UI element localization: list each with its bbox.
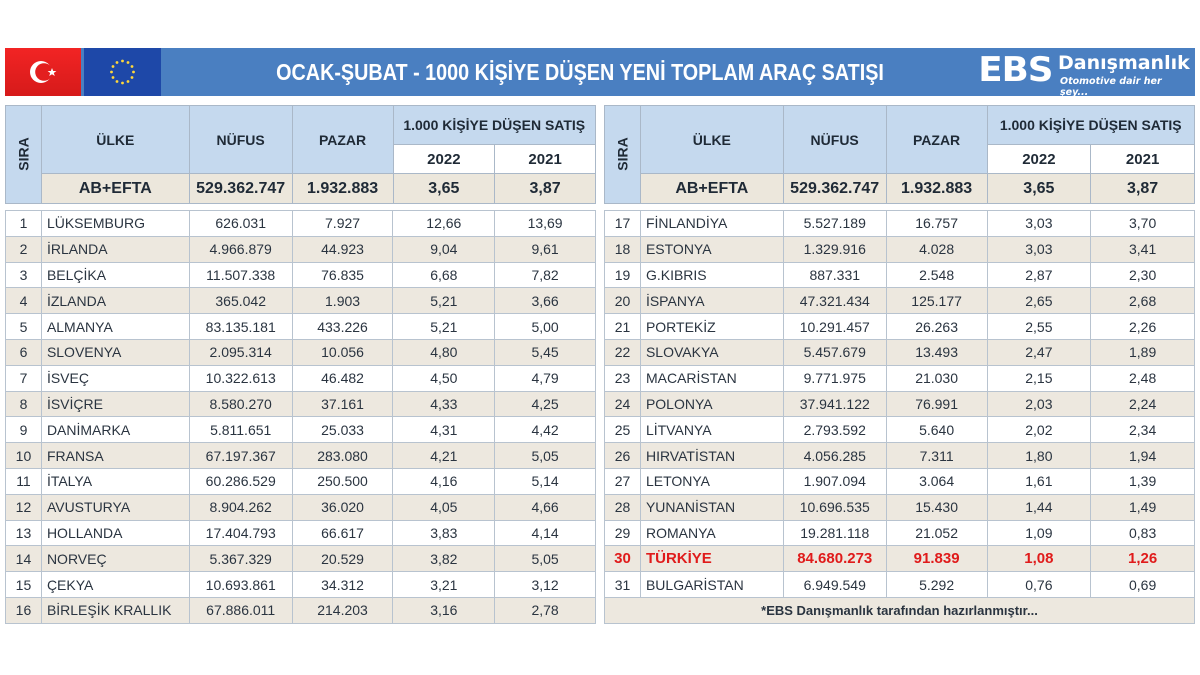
country-cell: ESTONYA [640, 236, 783, 262]
population-cell: 67.886.011 [189, 597, 292, 623]
country-cell: AVUSTURYA [41, 494, 189, 520]
market-cell: 16.757 [886, 211, 987, 237]
table-row [6, 391, 596, 417]
population-cell: 10.693.861 [189, 572, 292, 598]
market-cell: 10.056 [292, 339, 393, 365]
country-cell: MACARİSTAN [640, 365, 783, 391]
value-2022-cell: 3,03 [987, 236, 1091, 262]
value-2021-cell: 2,34 [1091, 417, 1195, 443]
market-cell: 66.617 [292, 520, 393, 546]
table-row [605, 572, 1195, 598]
rank-cell: 28 [605, 494, 641, 520]
market-cell: 91.839 [886, 546, 987, 572]
value-2022-cell: 4,31 [393, 417, 495, 443]
country-cell: İSPANYA [640, 288, 783, 314]
rank-cell: 15 [6, 572, 42, 598]
header-pazar: PAZAR [886, 106, 987, 174]
value-2021-cell: 0,69 [1091, 572, 1195, 598]
total-name: AB+EFTA [640, 174, 783, 204]
logo-name: Danışmanlık [1058, 52, 1190, 74]
header-sira: SIRA [6, 106, 42, 204]
value-2022-cell: 6,68 [393, 262, 495, 288]
table-row [6, 339, 596, 365]
market-cell: 34.312 [292, 572, 393, 598]
value-2021-cell: 2,78 [495, 597, 596, 623]
value-2021-cell: 4,25 [495, 391, 596, 417]
rank-cell: 19 [605, 262, 641, 288]
value-2021-cell: 13,69 [495, 211, 596, 237]
population-cell: 5.811.651 [189, 417, 292, 443]
rank-cell: 30 [605, 546, 641, 572]
value-2021-cell: 3,12 [495, 572, 596, 598]
header-sira: SIRA [605, 106, 641, 204]
value-2022-cell: 4,21 [393, 443, 495, 469]
value-2022-cell: 12,66 [393, 211, 495, 237]
header-group: 1.000 KİŞİYE DÜŞEN SATIŞ [393, 106, 596, 145]
table-row [605, 520, 1195, 546]
value-2021-cell: 5,14 [495, 468, 596, 494]
rank-cell: 21 [605, 314, 641, 340]
population-cell: 11.507.338 [189, 262, 292, 288]
value-2022-cell: 3,82 [393, 546, 495, 572]
population-cell: 17.404.793 [189, 520, 292, 546]
value-2021-cell: 1,89 [1091, 339, 1195, 365]
country-cell: İRLANDA [41, 236, 189, 262]
left-table-header [5, 105, 596, 204]
country-cell: İZLANDA [41, 288, 189, 314]
value-2022-cell: 4,05 [393, 494, 495, 520]
value-2022-cell: 3,03 [987, 211, 1091, 237]
value-2021-cell: 3,41 [1091, 236, 1195, 262]
total-2022: 3,65 [987, 174, 1091, 204]
market-cell: 76.835 [292, 262, 393, 288]
rank-cell: 20 [605, 288, 641, 314]
value-2022-cell: 4,50 [393, 365, 495, 391]
country-cell: NORVEÇ [41, 546, 189, 572]
total-nufus: 529.362.747 [189, 174, 292, 204]
market-cell: 433.226 [292, 314, 393, 340]
country-cell: LETONYA [640, 468, 783, 494]
table-row [6, 365, 596, 391]
rank-cell: 2 [6, 236, 42, 262]
table-row [6, 314, 596, 340]
value-2021-cell: 0,83 [1091, 520, 1195, 546]
value-2021-cell: 2,68 [1091, 288, 1195, 314]
country-cell: BELÇİKA [41, 262, 189, 288]
table-row [6, 443, 596, 469]
country-cell: G.KIBRIS [640, 262, 783, 288]
population-cell: 4.056.285 [783, 443, 886, 469]
value-2022-cell: 2,02 [987, 417, 1091, 443]
market-cell: 21.030 [886, 365, 987, 391]
country-cell: ALMANYA [41, 314, 189, 340]
total-2022: 3,65 [393, 174, 495, 204]
country-cell: FİNLANDİYA [640, 211, 783, 237]
header-ulke: ÜLKE [41, 106, 189, 174]
table-row [605, 365, 1195, 391]
population-cell: 10.291.457 [783, 314, 886, 340]
rank-cell: 7 [6, 365, 42, 391]
value-2021-cell: 1,39 [1091, 468, 1195, 494]
rank-cell: 14 [6, 546, 42, 572]
value-2022-cell: 2,47 [987, 339, 1091, 365]
population-cell: 6.949.549 [783, 572, 886, 598]
market-cell: 283.080 [292, 443, 393, 469]
market-cell: 25.033 [292, 417, 393, 443]
population-cell: 60.286.529 [189, 468, 292, 494]
total-name: AB+EFTA [41, 174, 189, 204]
value-2021-cell: 2,26 [1091, 314, 1195, 340]
value-2022-cell: 1,61 [987, 468, 1091, 494]
population-cell: 626.031 [189, 211, 292, 237]
market-cell: 4.028 [886, 236, 987, 262]
country-cell: İSVEÇ [41, 365, 189, 391]
table-row [6, 494, 596, 520]
market-cell: 76.991 [886, 391, 987, 417]
table-row [605, 468, 1195, 494]
rank-cell: 22 [605, 339, 641, 365]
rank-cell: 18 [605, 236, 641, 262]
population-cell: 8.580.270 [189, 391, 292, 417]
value-2021-cell: 5,05 [495, 546, 596, 572]
value-2021-cell: 4,66 [495, 494, 596, 520]
country-cell: BULGARİSTAN [640, 572, 783, 598]
turkey-flag [5, 48, 81, 96]
rank-cell: 10 [6, 443, 42, 469]
table-row [605, 339, 1195, 365]
table-row [605, 211, 1195, 237]
value-2021-cell: 5,45 [495, 339, 596, 365]
market-cell: 5.292 [886, 572, 987, 598]
value-2022-cell: 4,33 [393, 391, 495, 417]
footnote: *EBS Danışmanlık tarafından hazırlanmıştır... [605, 597, 1195, 623]
market-cell: 1.903 [292, 288, 393, 314]
market-cell: 20.529 [292, 546, 393, 572]
value-2021-cell: 1,49 [1091, 494, 1195, 520]
rank-cell: 26 [605, 443, 641, 469]
population-cell: 2.793.592 [783, 417, 886, 443]
total-2021: 3,87 [495, 174, 596, 204]
table-row [6, 211, 596, 237]
rank-cell: 4 [6, 288, 42, 314]
country-cell: YUNANİSTAN [640, 494, 783, 520]
market-cell: 5.640 [886, 417, 987, 443]
country-cell: HIRVATİSTAN [640, 443, 783, 469]
header-group: 1.000 KİŞİYE DÜŞEN SATIŞ [987, 106, 1194, 145]
total-pazar: 1.932.883 [886, 174, 987, 204]
value-2022-cell: 3,83 [393, 520, 495, 546]
value-2022-cell: 2,55 [987, 314, 1091, 340]
rank-cell: 9 [6, 417, 42, 443]
value-2021-cell: 2,30 [1091, 262, 1195, 288]
rank-cell: 24 [605, 391, 641, 417]
population-cell: 19.281.118 [783, 520, 886, 546]
left-country-table [5, 210, 596, 624]
market-cell: 13.493 [886, 339, 987, 365]
country-cell: FRANSA [41, 443, 189, 469]
population-cell: 9.771.975 [783, 365, 886, 391]
table-row [605, 494, 1195, 520]
population-cell: 1.329.916 [783, 236, 886, 262]
header-2021: 2021 [495, 145, 596, 174]
rank-cell: 16 [6, 597, 42, 623]
population-cell: 67.197.367 [189, 443, 292, 469]
value-2021-cell: 2,48 [1091, 365, 1195, 391]
table-row [6, 417, 596, 443]
country-cell: SLOVAKYA [640, 339, 783, 365]
country-cell: TÜRKİYE [640, 546, 783, 572]
header-nufus: NÜFUS [189, 106, 292, 174]
population-cell: 4.966.879 [189, 236, 292, 262]
eu-stars-icon [84, 48, 161, 96]
table-row [6, 520, 596, 546]
total-nufus: 529.362.747 [783, 174, 886, 204]
value-2022-cell: 4,80 [393, 339, 495, 365]
rank-cell: 3 [6, 262, 42, 288]
header-2022: 2022 [987, 145, 1091, 174]
population-cell: 37.941.122 [783, 391, 886, 417]
page-title: OCAK-ŞUBAT - 1000 KİŞİYE DÜŞEN YENİ TOPLAM ARAÇ SATIŞI [276, 59, 884, 85]
rank-cell: 1 [6, 211, 42, 237]
rank-cell: 17 [605, 211, 641, 237]
header-nufus: NÜFUS [783, 106, 886, 174]
rank-cell: 31 [605, 572, 641, 598]
table-row [6, 468, 596, 494]
population-cell: 887.331 [783, 262, 886, 288]
value-2021-cell: 4,79 [495, 365, 596, 391]
value-2021-cell: 3,66 [495, 288, 596, 314]
market-cell: 3.064 [886, 468, 987, 494]
market-cell: 125.177 [886, 288, 987, 314]
value-2022-cell: 5,21 [393, 314, 495, 340]
country-cell: İSVİÇRE [41, 391, 189, 417]
table-row [605, 262, 1195, 288]
crescent-star-icon [5, 48, 81, 96]
rank-cell: 5 [6, 314, 42, 340]
table-row [605, 391, 1195, 417]
value-2021-cell: 5,00 [495, 314, 596, 340]
header-ulke: ÜLKE [640, 106, 783, 174]
rank-cell: 29 [605, 520, 641, 546]
logo-tagline: Otomotive dair her şey... [1060, 76, 1162, 98]
country-cell: DANİMARKA [41, 417, 189, 443]
population-cell: 8.904.262 [189, 494, 292, 520]
value-2022-cell: 9,04 [393, 236, 495, 262]
country-cell: BİRLEŞİK KRALLIK [41, 597, 189, 623]
value-2021-cell: 1,94 [1091, 443, 1195, 469]
market-cell: 7.311 [886, 443, 987, 469]
country-cell: LİTVANYA [640, 417, 783, 443]
country-cell: SLOVENYA [41, 339, 189, 365]
value-2022-cell: 0,76 [987, 572, 1091, 598]
rank-cell: 27 [605, 468, 641, 494]
value-2021-cell: 5,05 [495, 443, 596, 469]
value-2021-cell: 7,82 [495, 262, 596, 288]
country-cell: HOLLANDA [41, 520, 189, 546]
country-cell: ÇEKYA [41, 572, 189, 598]
population-cell: 5.367.329 [189, 546, 292, 572]
value-2021-cell: 9,61 [495, 236, 596, 262]
value-2022-cell: 5,21 [393, 288, 495, 314]
market-cell: 46.482 [292, 365, 393, 391]
total-pazar: 1.932.883 [292, 174, 393, 204]
value-2022-cell: 1,08 [987, 546, 1091, 572]
country-cell: İTALYA [41, 468, 189, 494]
right-table-header [604, 105, 1195, 204]
country-cell: PORTEKİZ [640, 314, 783, 340]
value-2022-cell: 2,15 [987, 365, 1091, 391]
value-2022-cell: 3,16 [393, 597, 495, 623]
market-cell: 214.203 [292, 597, 393, 623]
market-cell: 7.927 [292, 211, 393, 237]
population-cell: 47.321.434 [783, 288, 886, 314]
population-cell: 2.095.314 [189, 339, 292, 365]
rank-cell: 23 [605, 365, 641, 391]
value-2021-cell: 1,26 [1091, 546, 1195, 572]
market-cell: 44.923 [292, 236, 393, 262]
population-cell: 10.696.535 [783, 494, 886, 520]
population-cell: 83.135.181 [189, 314, 292, 340]
table-row [6, 572, 596, 598]
value-2022-cell: 3,21 [393, 572, 495, 598]
table-row [6, 236, 596, 262]
table-row [605, 417, 1195, 443]
rank-cell: 25 [605, 417, 641, 443]
market-cell: 37.161 [292, 391, 393, 417]
ebs-logo [978, 50, 1190, 98]
rank-cell: 13 [6, 520, 42, 546]
eu-flag [84, 48, 161, 96]
value-2022-cell: 1,44 [987, 494, 1091, 520]
header-2021: 2021 [1091, 145, 1195, 174]
total-2021: 3,87 [1091, 174, 1195, 204]
rank-cell: 8 [6, 391, 42, 417]
table-row [6, 546, 596, 572]
value-2022-cell: 2,03 [987, 391, 1091, 417]
rank-cell: 6 [6, 339, 42, 365]
value-2022-cell: 1,09 [987, 520, 1091, 546]
right-country-table [604, 210, 1195, 624]
header-pazar: PAZAR [292, 106, 393, 174]
country-cell: LÜKSEMBURG [41, 211, 189, 237]
header-2022: 2022 [393, 145, 495, 174]
table-row [6, 288, 596, 314]
market-cell: 26.263 [886, 314, 987, 340]
population-cell: 5.527.189 [783, 211, 886, 237]
value-2022-cell: 2,65 [987, 288, 1091, 314]
table-row [6, 262, 596, 288]
value-2021-cell: 3,70 [1091, 211, 1195, 237]
table-row [605, 443, 1195, 469]
market-cell: 2.548 [886, 262, 987, 288]
population-cell: 84.680.273 [783, 546, 886, 572]
table-row [605, 314, 1195, 340]
footnote-row [605, 597, 1195, 623]
table-row [6, 597, 596, 623]
table-row [605, 546, 1195, 572]
population-cell: 1.907.094 [783, 468, 886, 494]
value-2021-cell: 4,42 [495, 417, 596, 443]
market-cell: 250.500 [292, 468, 393, 494]
table-row [605, 288, 1195, 314]
value-2022-cell: 1,80 [987, 443, 1091, 469]
value-2021-cell: 4,14 [495, 520, 596, 546]
value-2022-cell: 4,16 [393, 468, 495, 494]
value-2021-cell: 2,24 [1091, 391, 1195, 417]
logo-brand: EBS [978, 50, 1053, 90]
market-cell: 15.430 [886, 494, 987, 520]
country-cell: ROMANYA [640, 520, 783, 546]
table-row [605, 236, 1195, 262]
rank-cell: 11 [6, 468, 42, 494]
population-cell: 10.322.613 [189, 365, 292, 391]
market-cell: 36.020 [292, 494, 393, 520]
market-cell: 21.052 [886, 520, 987, 546]
value-2022-cell: 2,87 [987, 262, 1091, 288]
population-cell: 365.042 [189, 288, 292, 314]
country-cell: POLONYA [640, 391, 783, 417]
population-cell: 5.457.679 [783, 339, 886, 365]
rank-cell: 12 [6, 494, 42, 520]
